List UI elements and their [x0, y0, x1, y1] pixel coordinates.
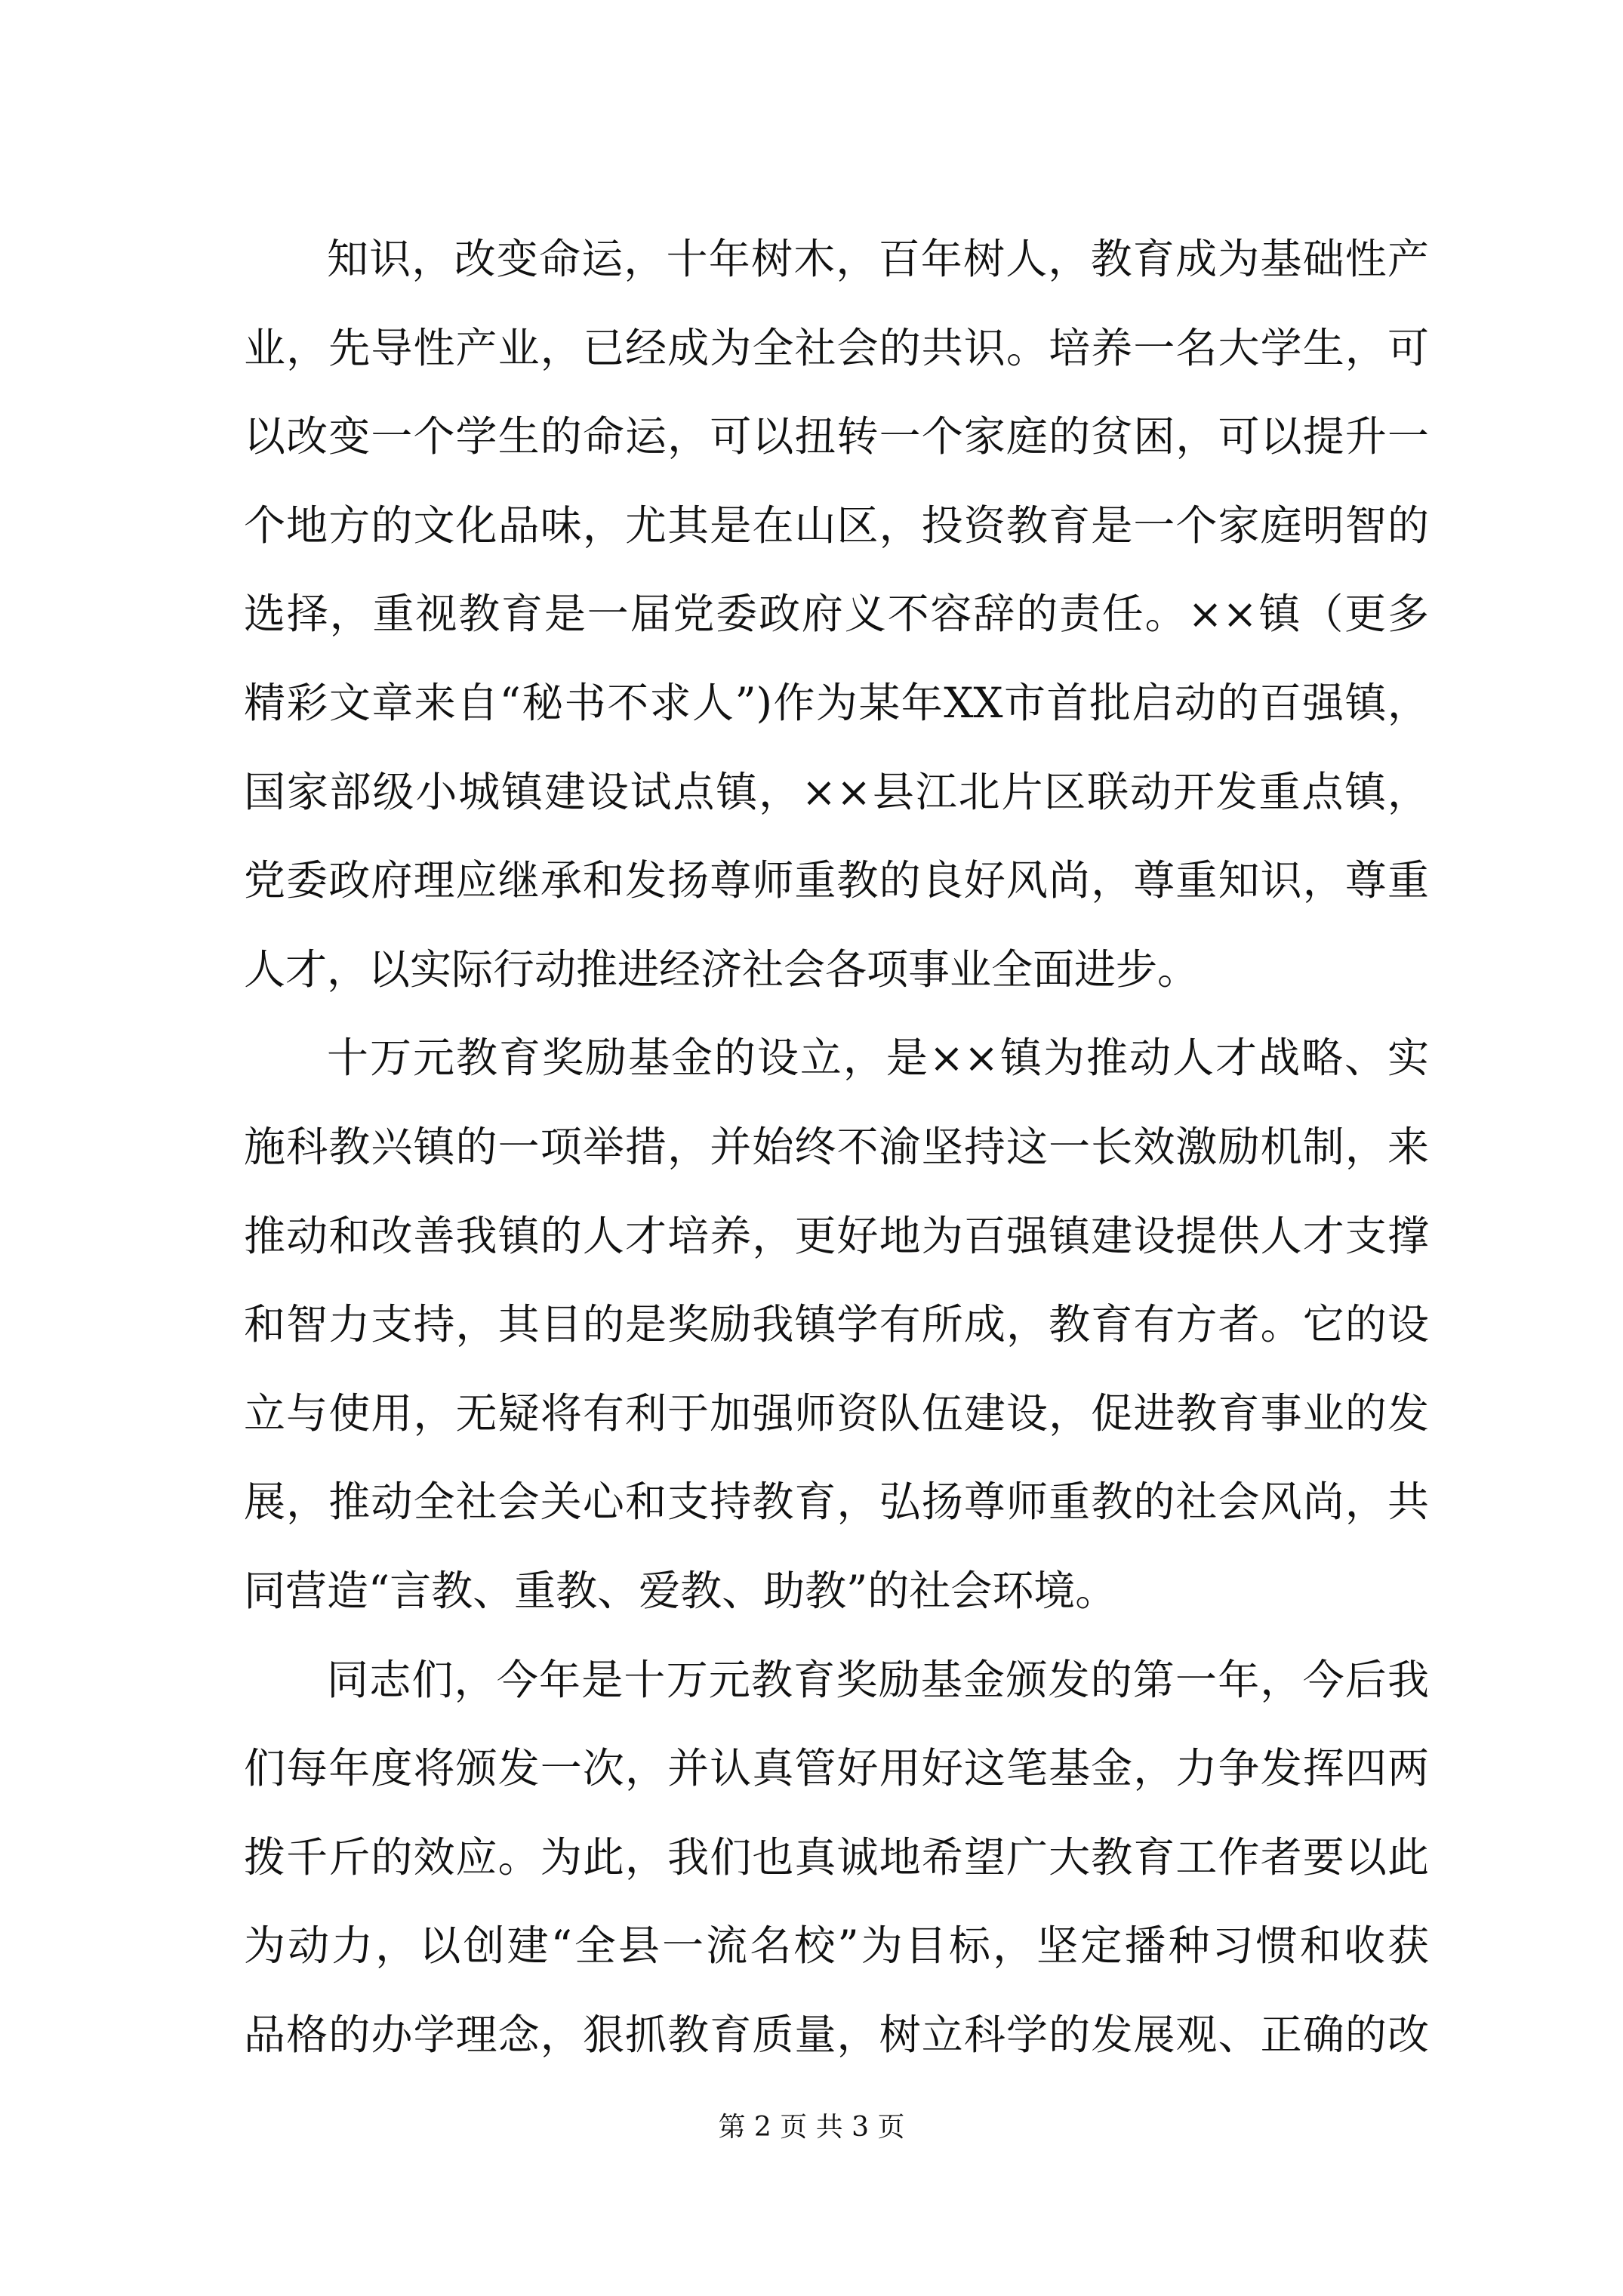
text-line: 知识，改变命运，十年树木，百年树人，教育成为基础性产 [327, 235, 1429, 283]
text-line: 十万元教育奖励基金的设立，是××镇为推动人才战略、实 [327, 1034, 1429, 1083]
text-line: 们每年度将颁发一次，并认真管好用好这笔基金，力争发挥四两 [244, 1744, 1429, 1793]
text-line: 人才，以实际行动推进经济社会各项事业全面进步。 [244, 945, 1200, 994]
text-line: 国家部级小城镇建设试点镇，××县江北片区联动开发重点镇， [244, 767, 1429, 816]
document-body [244, 215, 1429, 2079]
text-line: 党委政府理应继承和发扬尊师重教的良好风尚，尊重知识，尊重 [244, 856, 1429, 905]
text-line: 选择，重视教育是一届党委政府义不容辞的责任。××镇（更多 [244, 590, 1429, 639]
text-line: 个地方的文化品味，尤其是在山区，投资教育是一个家庭明智的 [244, 501, 1429, 550]
text-line: 展，推动全社会关心和支持教育，弘扬尊师重教的社会风尚，共 [244, 1478, 1429, 1527]
text-line: 立与使用，无疑将有利于加强师资队伍建设，促进教育事业的发 [244, 1388, 1429, 1438]
text-line: 同志们，今年是十万元教育奖励基金颁发的第一年，今后我 [327, 1655, 1429, 1704]
text-line: 精彩文章来自“秘书不求人”)作为某年XX市首批启动的百强镇， [244, 678, 1429, 727]
text-line: 业，先导性产业，已经成为全社会的共识。培养一名大学生，可 [244, 323, 1429, 372]
text-line: 和智力支持，其目的是奖励我镇学有所成，教育有方者。它的设 [244, 1300, 1429, 1349]
text-line: 以改变一个学生的命运，可以扭转一个家庭的贫困，可以提升一 [244, 412, 1429, 461]
text-line: 为动力，以创建“全县一流名校”为目标，坚定播种习惯和收获 [244, 1922, 1429, 1971]
text-line: 同营造“言教、重教、爱教、助教”的社会环境。 [244, 1566, 1117, 1615]
page-number-footer: 第 2 页 共 3 页 [718, 2112, 905, 2143]
text-line: 品格的办学理念，狠抓教育质量，树立科学的发展观、正确的改 [244, 2010, 1429, 2059]
text-line: 施科教兴镇的一项举措，并始终不渝坚持这一长效激励机制，来 [244, 1122, 1429, 1171]
text-line: 拨千斤的效应。为此，我们也真诚地希望广大教育工作者要以此 [244, 1832, 1429, 1881]
text-line: 推动和改善我镇的人才培养，更好地为百强镇建设提供人才支撑 [244, 1211, 1429, 1260]
